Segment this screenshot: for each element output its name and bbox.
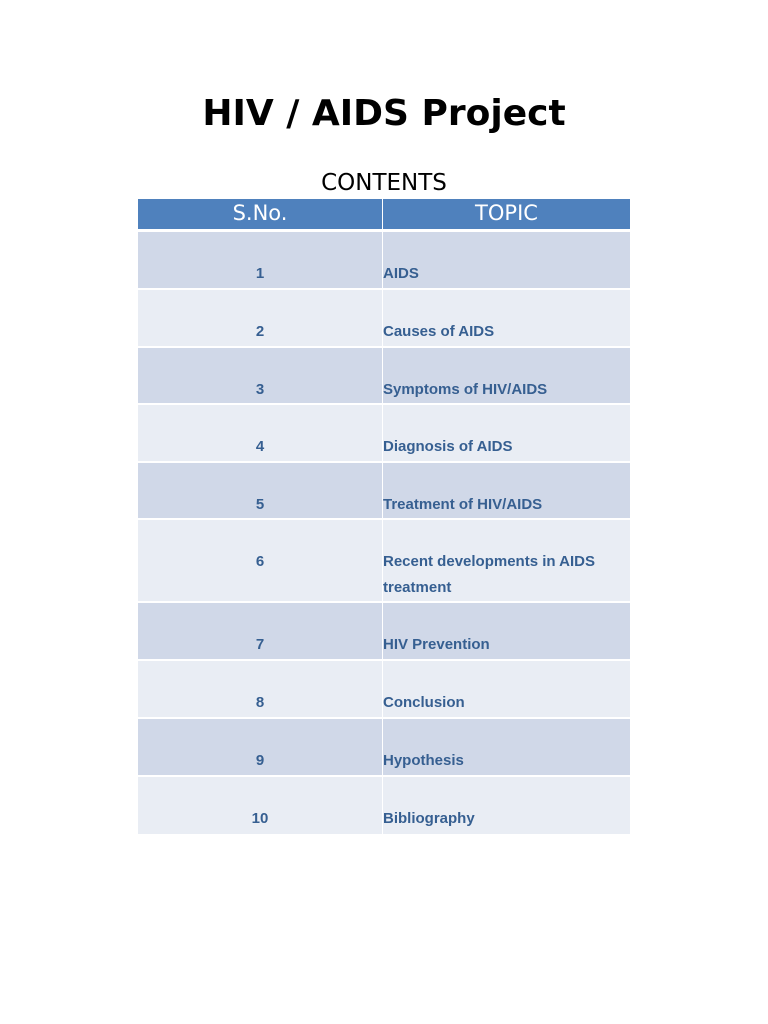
document-title: HIV / AIDS Project [202, 93, 566, 134]
row-sno: 10 [138, 777, 383, 834]
header-sno: S.No. [138, 199, 383, 229]
row-topic: Hypothesis [383, 752, 464, 769]
table-row [138, 719, 630, 777]
row-sno: 3 [138, 348, 383, 403]
table-row [138, 777, 630, 834]
row-topic: Conclusion [383, 694, 465, 711]
table-row [138, 603, 630, 661]
row-topic: Diagnosis of AIDS [383, 438, 513, 455]
row-topic: HIV Prevention [383, 636, 490, 653]
table-row [138, 661, 630, 719]
contents-table [138, 199, 630, 834]
row-topic: Treatment of HIV/AIDS [383, 496, 543, 513]
table-row [138, 290, 630, 348]
row-topic: Bibliography [383, 810, 475, 827]
row-topic: Causes of AIDS [383, 323, 495, 340]
row-sno: 7 [138, 603, 383, 659]
row-topic: Recent developments in AIDS treatment [383, 553, 595, 596]
table-row [138, 348, 630, 405]
row-sno: 2 [138, 290, 383, 346]
header-topic: TOPIC [475, 201, 538, 225]
table-row [138, 463, 630, 520]
row-sno: 4 [138, 405, 383, 461]
table-row [138, 405, 630, 463]
row-sno: 1 [138, 232, 383, 288]
row-topic: Symptoms of HIV/AIDS [383, 381, 548, 398]
row-sno: 8 [138, 661, 383, 717]
row-sno: 5 [138, 463, 383, 518]
table-row [138, 520, 630, 603]
table-row [138, 232, 630, 290]
row-topic: AIDS [383, 265, 419, 282]
table-header-row [138, 199, 630, 229]
contents-heading: CONTENTS [321, 170, 447, 196]
row-sno: 9 [138, 719, 383, 775]
row-sno: 6 [138, 520, 383, 601]
